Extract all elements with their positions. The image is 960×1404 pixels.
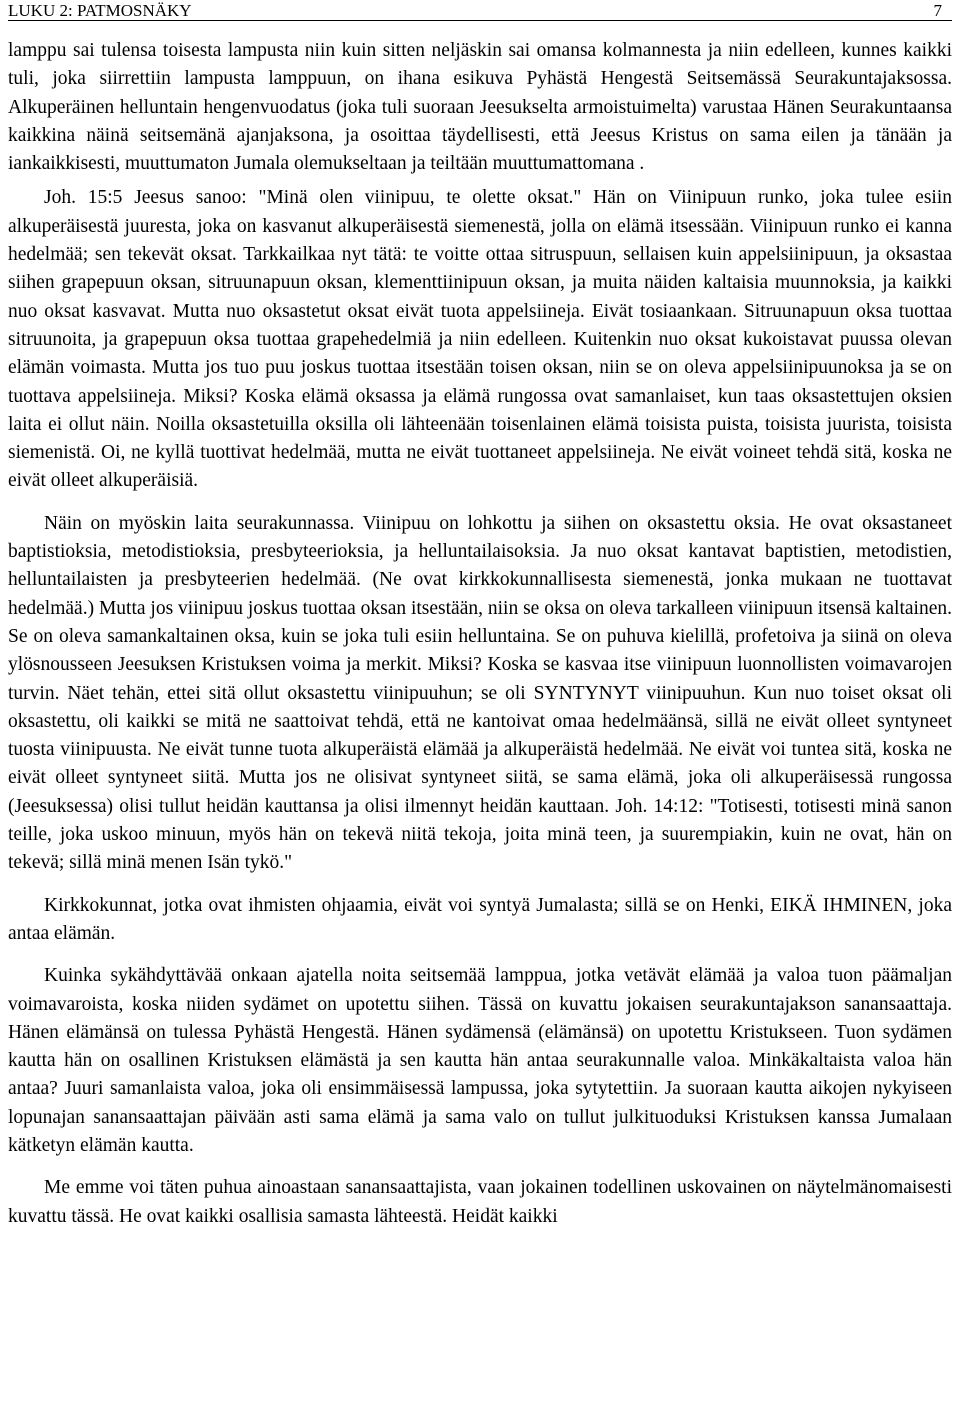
paragraph: lamppu sai tulensa toisesta lampusta niin kuin sitten neljäskin sai omansa kolmannesta ja niin edelleen, kunnes kaikki tuli, joka siirrettiin lampusta lamppuun, on ihana esikuva Pyhästä Hengestä Seitsemässä Seurakuntajaksossa. Alkuperäinen helluntain hengenvuodatus (joka tuli suoraan Jeesukselta armoistuimelta) varustaa Hänen Seurakuntaansa kaikkina näinä seitsemänä ajanjaksona, ja osoittaa täydellisesti, että Jeesus Kristus on sama eilen ja tänään ja iankaikkisesti, muuttumaton Jumala olemukseltaan ja teiltään muuttumattomana . <box>8 40 952 175</box>
paragraph: Me emme voi täten puhua ainoastaan sanansaattajista, vaan jokainen todellinen uskovainen on näytelmänomaisesti kuvattu tässä. He ovat kaikki osallisia samasta lähteestä. Heidät kaikki <box>8 1177 952 1227</box>
paragraph: Näin on myöskin laita seurakunnassa. Viinipuu on lohkottu ja siihen on oksastettu oksia. He ovat oksastaneet baptistioksia, metodistioksia, presbyteerioksia, ja helluntailaisoksia. Ja nuo oksat kantavat baptistien, metodistien, helluntailaisten ja presbyteerien hedelmää. (Ne ovat kirkkokunnallisesta siemenestä, jonka mukaan ne tuottavat hedelmää.) Mutta jos viinipuu joskus tuottaa oksan itsestään, niin se oksa on oleva tarkalleen viinipuun itsensä kaltainen. Se on oleva samankaltainen oksa, kuin se joka tuli esiin helluntaina. Se on puhuva kielillä, profetoiva ja siinä on oleva ylösnousseen Jeesuksen Kristuksen voima ja merkit. Miksi? Koska se kasvaa itse viinipuun luonnollisten voimavarojen turvin. Näet tehän, ettei sitä ollut oksastettu viinipuuhun; se oli SYNTYNYT viinipuuhun. Kun nuo toiset oksat oli oksastettu, oli kaikki se mitä ne saattoivat tehdä, että ne kantoivat omaa hedelmäänsä, sillä ne eivät olleet syntyneet tuosta viinipuusta. Ne eivät tunne tuota alkuperäistä elämää ja alkuperäistä hedelmää. Ne eivät voi tuntea sitä, koska ne eivät olleet syntyneet siitä. Mutta jos ne olisivat syntyneet siitä, se sama elämä, joka oli alkuperäisessä rungossa (Jeesuksessa) olisi tullut heidän kauttansa ja olisi ilmennyt heidän kauttaan. Joh. 14:12: "Totisesti, totisesti minä sanon teille, joka uskoo minuun, myös hän on tekevä niitä tekoja, joita minä teen, ja suurempiakin, kuin ne ovat, hän on tekevä; sillä minä menen Isän tykö." <box>8 512 952 874</box>
chapter-title: LUKU 2: PATMOSNÄKY <box>8 1 192 20</box>
page-header <box>8 1 952 21</box>
paragraph: Joh. 15:5 Jeesus sanoo: "Minä olen viinipuu, te olette oksat." Hän on Viinipuun runko, joka tulee esiin alkuperäisestä juuresta, joka on kasvanut alkuperäisestä siemenestä, jolla on elämä itsessään. Viinipuun runko ei kanna hedelmää; sen tekevät oksat. Tarkkailkaa nyt tätä: te voitte ottaa sitruspuun, sellaisen kuin appelsiinipuun, ja oksastaa siihen grapepuun oksan, sitruunapuun oksan, klementtiinipuun oksan, ja muita näiden kaltaisia muunnoksia, ja kaikki nuo oksat kasvavat. Mutta nuo oksastetut oksat eivät tuota appelsiineja. Eivät tosiaankaan. Sitruunapuun oksa tuottaa sitruunoita, ja grapepuun oksa tuottaa grapehedelmiä ja niin edelleen. Kuitenkin nuo oksat kukoistavat puussa olevan elämän voimasta. Mutta jos tuo puu joskus tuottaa itsestään toisen oksan, niin se on oleva appelsiinipuunoksa ja se on tuottava appelsiineja. Miksi? Koska elämä oksassa ja elämä rungossa ovat samanlaiset, kun taas oksastettujen oksien laita ei ollut näin. Noilla oksastetuilla oksilla oli lähteenään toisenlainen elämä toisista puista, toisista juurista, toisista siemenistä. Oi, ne kyllä tuottivat hedelmää, mutta ne eivät tuottaneet appelsiineja. Ne eivät voineet tehdä sitä, koska ne eivät olleet alkuperäisiä. <box>8 187 952 492</box>
paragraph: Kuinka sykähdyttävää onkaan ajatella noita seitsemää lamppua, jotka vetävät elämää ja valoa tuon päämaljan voimavaroista, koska niiden sydämet on upotettu siihen. Tässä on kuvattu jokaisen seurakuntajakson sanansaattaja. Hänen elämänsä on tulessa Pyhästä Hengestä. Hänen sydämensä (elämänsä) on upotettu Kristukseen. Tuon sydämen kautta hän on osallinen Kristuksen elämästä ja sen kautta hän antaa seurakunnalle valoa. Minkäkaltaista valoa hän antaa? Juuri samanlaista valoa, joka oli ensimmäisessä lampussa, joka sytytettiin. Ja suoraan kautta aikojen nykyiseen lopunajan sanansaattajan päivään asti sama elämä ja sama valo on tullut julkituoduksi Kristuksen kanssa Jumalaan kätketyn elämän kautta. <box>8 965 952 1156</box>
paragraph: Kirkkokunnat, jotka ovat ihmisten ohjaamia, eivät voi syntyä Jumalasta; sillä se on Henki, EIKÄ IHMINEN, joka antaa elämän. <box>8 894 952 944</box>
body-text <box>8 37 952 1231</box>
page-number: 7 <box>933 1 942 20</box>
document-page <box>8 0 952 1231</box>
